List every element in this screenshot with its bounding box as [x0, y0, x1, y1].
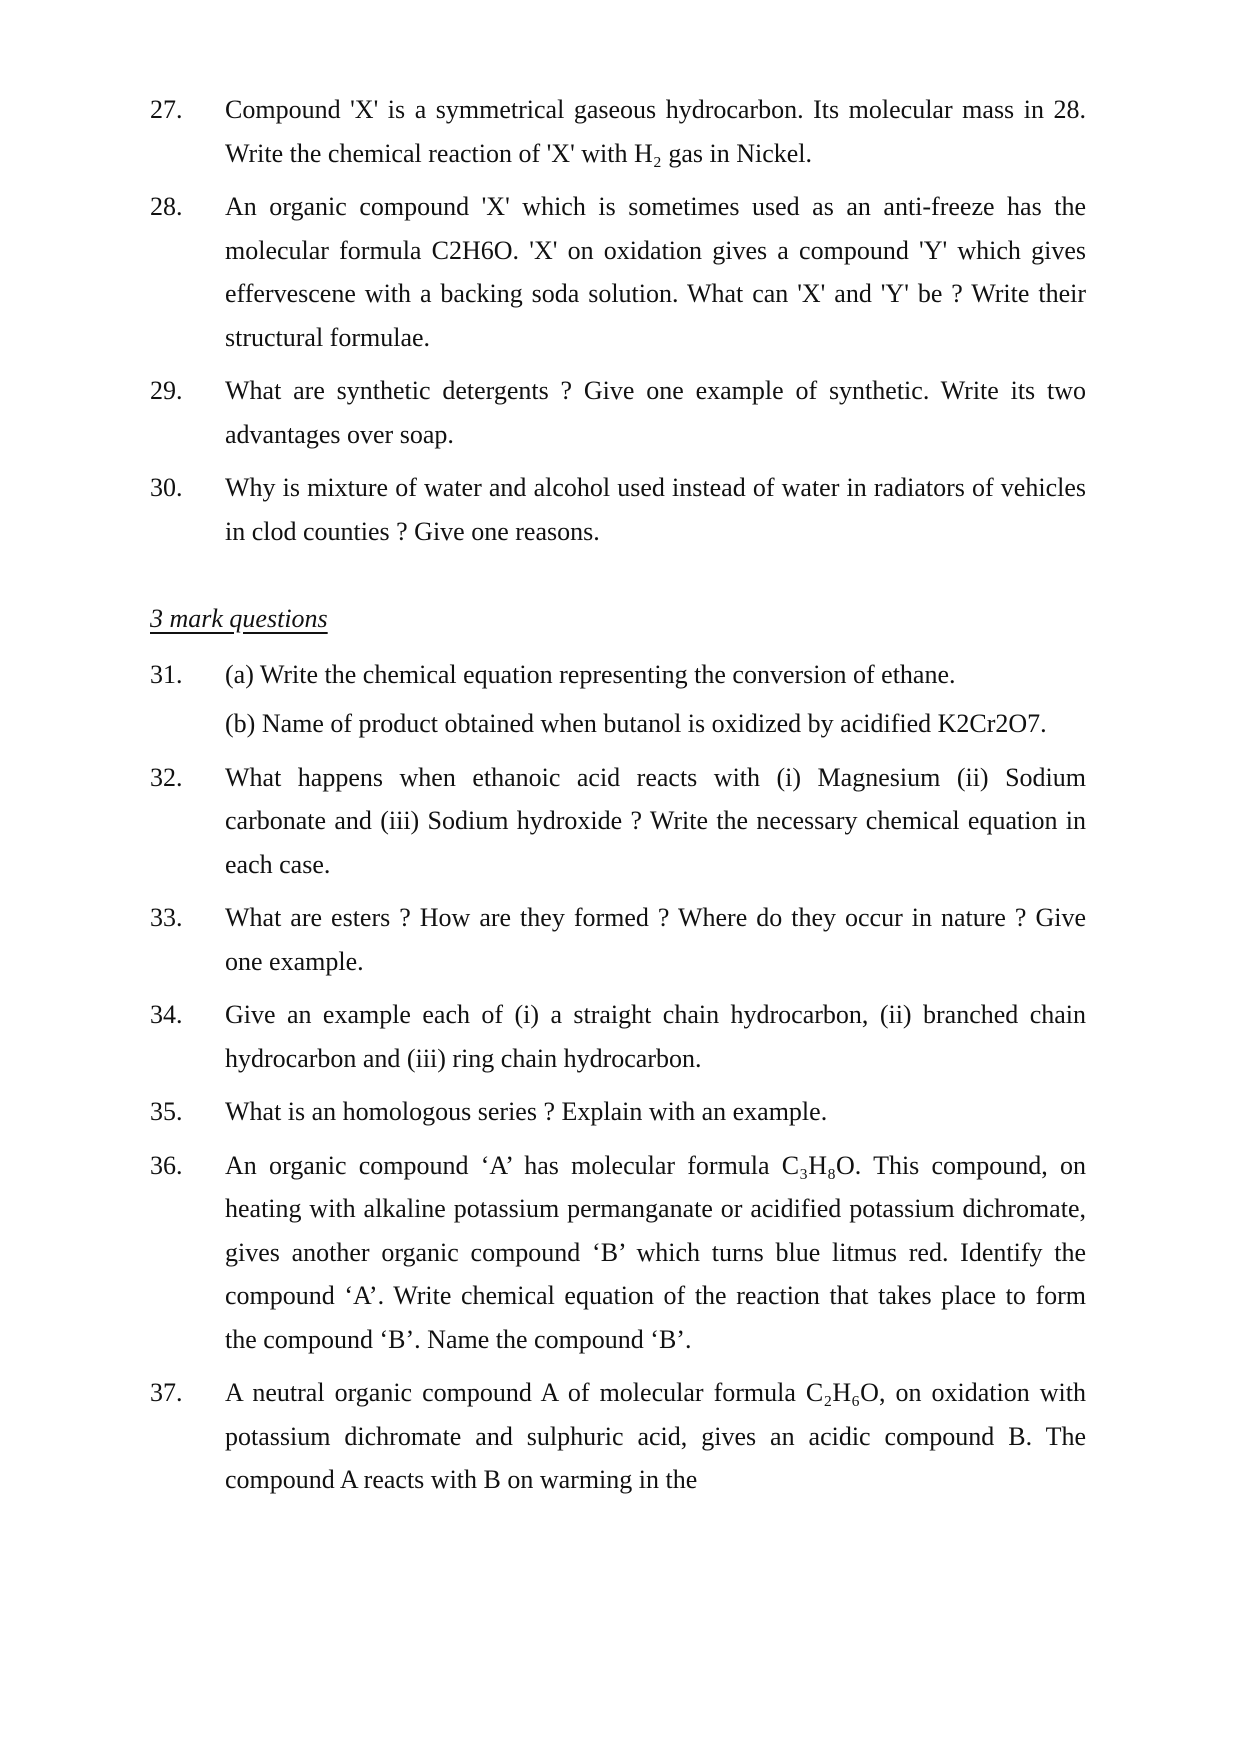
question-text: An organic compound 'X' which is sometimes used as an anti-freeze has the molecular formula C2H6O. 'X' on oxidation gives a compound 'Y' which gives effervescene with a backing soda solution. What can 'X' and 'Y' be ? Write their structural formulae.	[225, 192, 1086, 352]
question-number: 35.	[150, 1097, 183, 1126]
question-text: What is an homologous series ? Explain with an example.	[225, 1097, 828, 1126]
question-30	[150, 466, 1086, 553]
question-28	[150, 185, 1086, 359]
question-number: 31.	[150, 659, 183, 689]
question-number: 37.	[150, 1378, 183, 1407]
question-31	[150, 653, 1086, 746]
question-text: Why is mixture of water and alcohol used instead of water in radiators of vehicles in clod counties ? Give one reasons.	[225, 473, 1086, 546]
question-34	[150, 993, 1086, 1080]
question-text: What are synthetic detergents ? Give one example of synthetic. Write its two advantages over soap.	[225, 376, 1086, 449]
question-text: Compound 'X' is a symmetrical gaseous hydrocarbon. Its molecular mass in 28. Write the chemical reaction of 'X' with H₂ gas in Nickel.	[225, 95, 1086, 168]
question-text: What are esters ? How are they formed ? Where do they occur in nature ? Give one example.	[225, 903, 1086, 976]
question-number: 29.	[150, 376, 183, 405]
question-37	[150, 1371, 1086, 1502]
question-32	[150, 756, 1086, 887]
question-number: 30.	[150, 473, 183, 502]
question-number: 33.	[150, 903, 183, 932]
question-35	[150, 1090, 1086, 1134]
section-heading: 3 mark questions	[150, 604, 328, 633]
document-page	[150, 88, 1086, 1512]
question-part-a: (a) Write the chemical equation representing the conversion of ethane.	[225, 659, 956, 689]
question-number: 28.	[150, 192, 183, 221]
question-33	[150, 896, 1086, 983]
question-29	[150, 369, 1086, 456]
question-part-b: (b) Name of product obtained when butanol is oxidized by acidified K2Cr2O7.	[225, 709, 1047, 738]
question-number: 27.	[150, 95, 183, 124]
question-text: A neutral organic compound A of molecular formula C₂H₆O, on oxidation with potassium dichromate and sulphuric acid, gives an acidic compound B. The compound A reacts with B on warming in the	[225, 1378, 1086, 1494]
question-36	[150, 1144, 1086, 1362]
question-number: 36.	[150, 1150, 183, 1180]
question-number: 32.	[150, 762, 183, 792]
question-number: 34.	[150, 1000, 183, 1029]
question-text: Give an example each of (i) a straight chain hydrocarbon, (ii) branched chain hydrocarbon and (iii) ring chain hydrocarbon.	[225, 1000, 1086, 1073]
question-text: What happens when ethanoic acid reacts with (i) Magnesium (ii) Sodium carbonate and (iii) Sodium hydroxide ? Write the necessary chemical equation in each case.	[225, 762, 1086, 879]
question-27	[150, 88, 1086, 175]
question-text: An organic compound ‘A’ has molecular formula C₃H₈O. This compound, on heating with alkaline potassium permanganate or acidified potassium dichromate, gives another organic compound ‘B’ which turns blue litmus red. Identify the compound ‘A’. Write chemical equation of the reaction that takes place to form the compound ‘B’. Name the compound ‘B’.	[225, 1150, 1086, 1354]
